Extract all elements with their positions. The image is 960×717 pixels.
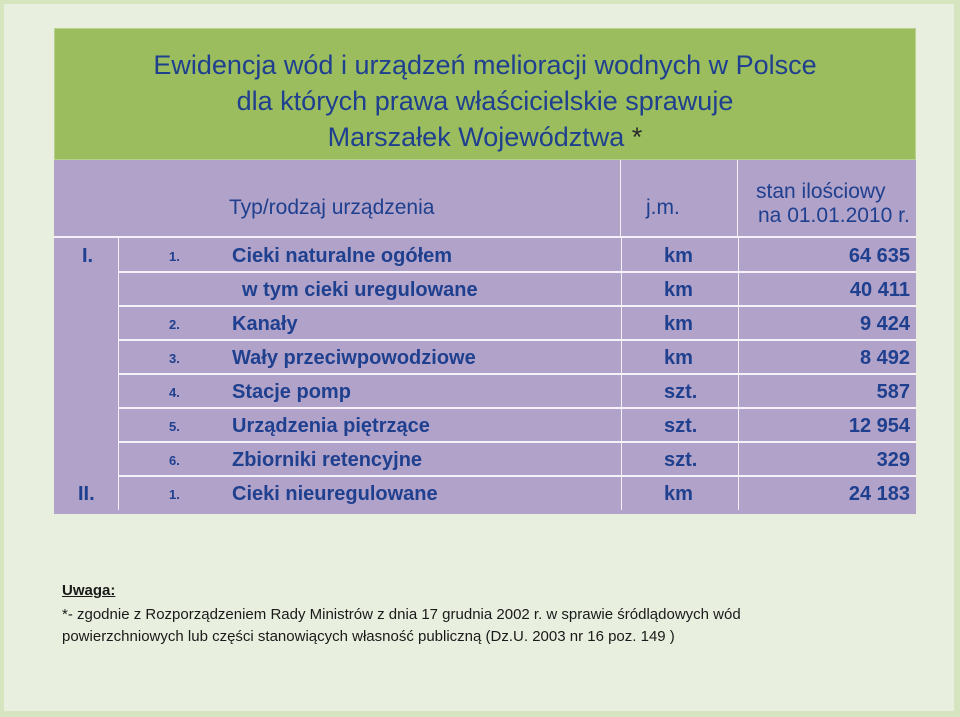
row-value: 587 — [876, 381, 910, 403]
row-number: 2. — [169, 317, 180, 332]
note-line-2: powierzchniowych lub części stanowiących własność publiczną (Dz.U. 2003 nr 16 poz. 149 ) — [62, 628, 675, 645]
row-name: Cieki naturalne ogółem — [232, 245, 453, 267]
row-unit: km — [664, 347, 693, 369]
header-unit-cell — [621, 160, 738, 238]
row-number: 3. — [169, 351, 180, 366]
row-value: 12 954 — [848, 415, 910, 437]
row-name: Cieki nieuregulowane — [232, 483, 438, 505]
row-name: Stacje pomp — [232, 381, 351, 403]
title-line-2: dla których prawa właścicielskie sprawuje — [236, 86, 734, 116]
row-name: Kanały — [232, 313, 298, 335]
row-number: 6. — [169, 453, 180, 468]
column-divider — [738, 238, 739, 510]
row-number: 4. — [169, 385, 180, 400]
row-number: 1. — [169, 249, 180, 264]
row-number: 1. — [169, 487, 180, 502]
row-value: 329 — [876, 449, 910, 471]
title-box — [54, 28, 916, 160]
row-name: w tym cieki uregulowane — [242, 279, 478, 301]
row-unit: szt. — [664, 415, 698, 437]
row-value: 64 635 — [848, 245, 910, 267]
row-name: Zbiorniki retencyjne — [232, 449, 423, 471]
row-unit: szt. — [664, 449, 698, 471]
title-line-1: Ewidencja wód i urządzeń melioracji wodnych w Polsce — [153, 50, 817, 80]
row-unit: km — [664, 313, 693, 335]
header-stan-cell — [738, 160, 916, 238]
inventory-table — [54, 160, 916, 514]
header-type-cell — [54, 160, 621, 238]
title-line-3 — [55, 119, 915, 155]
note-line-1: *- zgodnie z Rozporządzeniem Rady Ministrów z dnia 17 grudnia 2002 r. w sprawie śródlądowych wód — [62, 606, 741, 623]
row-name: Urządzenia piętrzące — [232, 415, 430, 437]
row-divider — [118, 373, 916, 375]
row-number: 5. — [169, 419, 180, 434]
header-unit: j.m. — [646, 196, 680, 219]
row-roman-numeral: I. — [82, 245, 94, 267]
row-divider — [118, 271, 916, 273]
header-type: Typ/rodzaj urządzenia — [229, 196, 435, 219]
column-divider — [118, 238, 119, 510]
row-value: 9 424 — [859, 313, 910, 335]
row-name: Wały przeciwpowodziowe — [232, 347, 476, 369]
title-line-3-text: Marszałek Województwa — [327, 122, 625, 152]
row-divider — [118, 339, 916, 341]
row-value: 40 411 — [849, 279, 910, 301]
row-divider — [118, 441, 916, 443]
row-unit: km — [664, 245, 693, 267]
row-unit: szt. — [664, 381, 698, 403]
header-stan-line-2: na 01.01.2010 r. — [758, 204, 910, 227]
row-divider — [118, 475, 916, 477]
row-value: 24 183 — [848, 483, 910, 505]
header-stan-line-1: stan ilościowy — [756, 180, 886, 203]
column-divider — [621, 238, 622, 510]
row-divider — [118, 407, 916, 409]
row-unit: km — [664, 279, 693, 301]
note-heading: Uwaga: — [62, 582, 116, 599]
row-roman-numeral: II. — [78, 483, 95, 505]
row-divider — [118, 305, 916, 307]
row-unit: km — [664, 483, 693, 505]
row-value: 8 492 — [859, 347, 910, 369]
title-asterisk: * — [631, 122, 643, 152]
